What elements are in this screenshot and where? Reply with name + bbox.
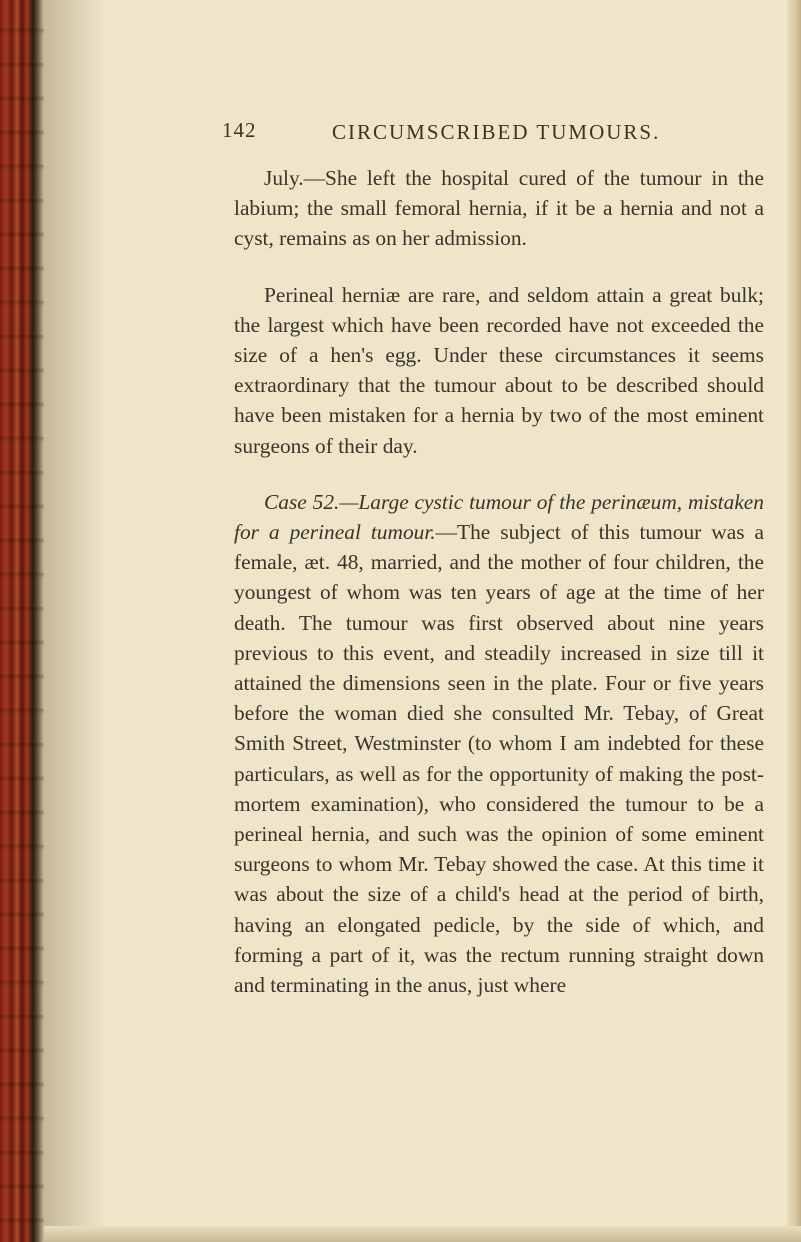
case-title: Case 52.—Large cystic tumour of the perinæum, mistaken for a perineal tumour. (234, 489, 764, 545)
paragraph-perineal-herniae: Perineal herniæ are rare, and seldom attain a great bulk; the largest which have been recorded have not exceeded the size of a hen's egg. Under these circumstances it seems extraordinary that the tumour about to be described should have been mistaken for a hernia by two of the most eminent surgeons of their day. (234, 282, 764, 458)
page-number: 142 (222, 118, 257, 142)
page-header (222, 118, 762, 148)
body-text (234, 163, 764, 1000)
case-description: —The subject of this tumour was a female, æt. 48, married, and the mother of four children, the youngest of whom was ten years of age at the time of her death. The tumour was first observed about nine years previous to this event, and steadily increased in size till it attained the dimensions seen in the plate. Four or five years before the woman died she consulted Mr. Tebay, of Great Smith Street, Westminster (to whom I am indebted for these particulars, as well as for the opportunity of making the post-mortem examination), who considered the tumour to be a perineal hernia, and such was the opinion of some eminent surgeons to whom Mr. Tebay showed the case. At this time it was about the size of a child's head at the period of birth, having an elongated pedicle, by the side of which, and forming a part of it, was the rectum running straight down and terminating in the anus, just where (234, 520, 764, 998)
paragraph-case-52 (234, 487, 764, 1000)
paragraph-july-note: July.—She left the hospital cured of the tumour in the labium; the small femoral hernia, if it be a hernia and not a cyst, remains as on her admission. (234, 166, 764, 251)
running-title: CIRCUMSCRIBED TUMOURS. (332, 120, 661, 144)
